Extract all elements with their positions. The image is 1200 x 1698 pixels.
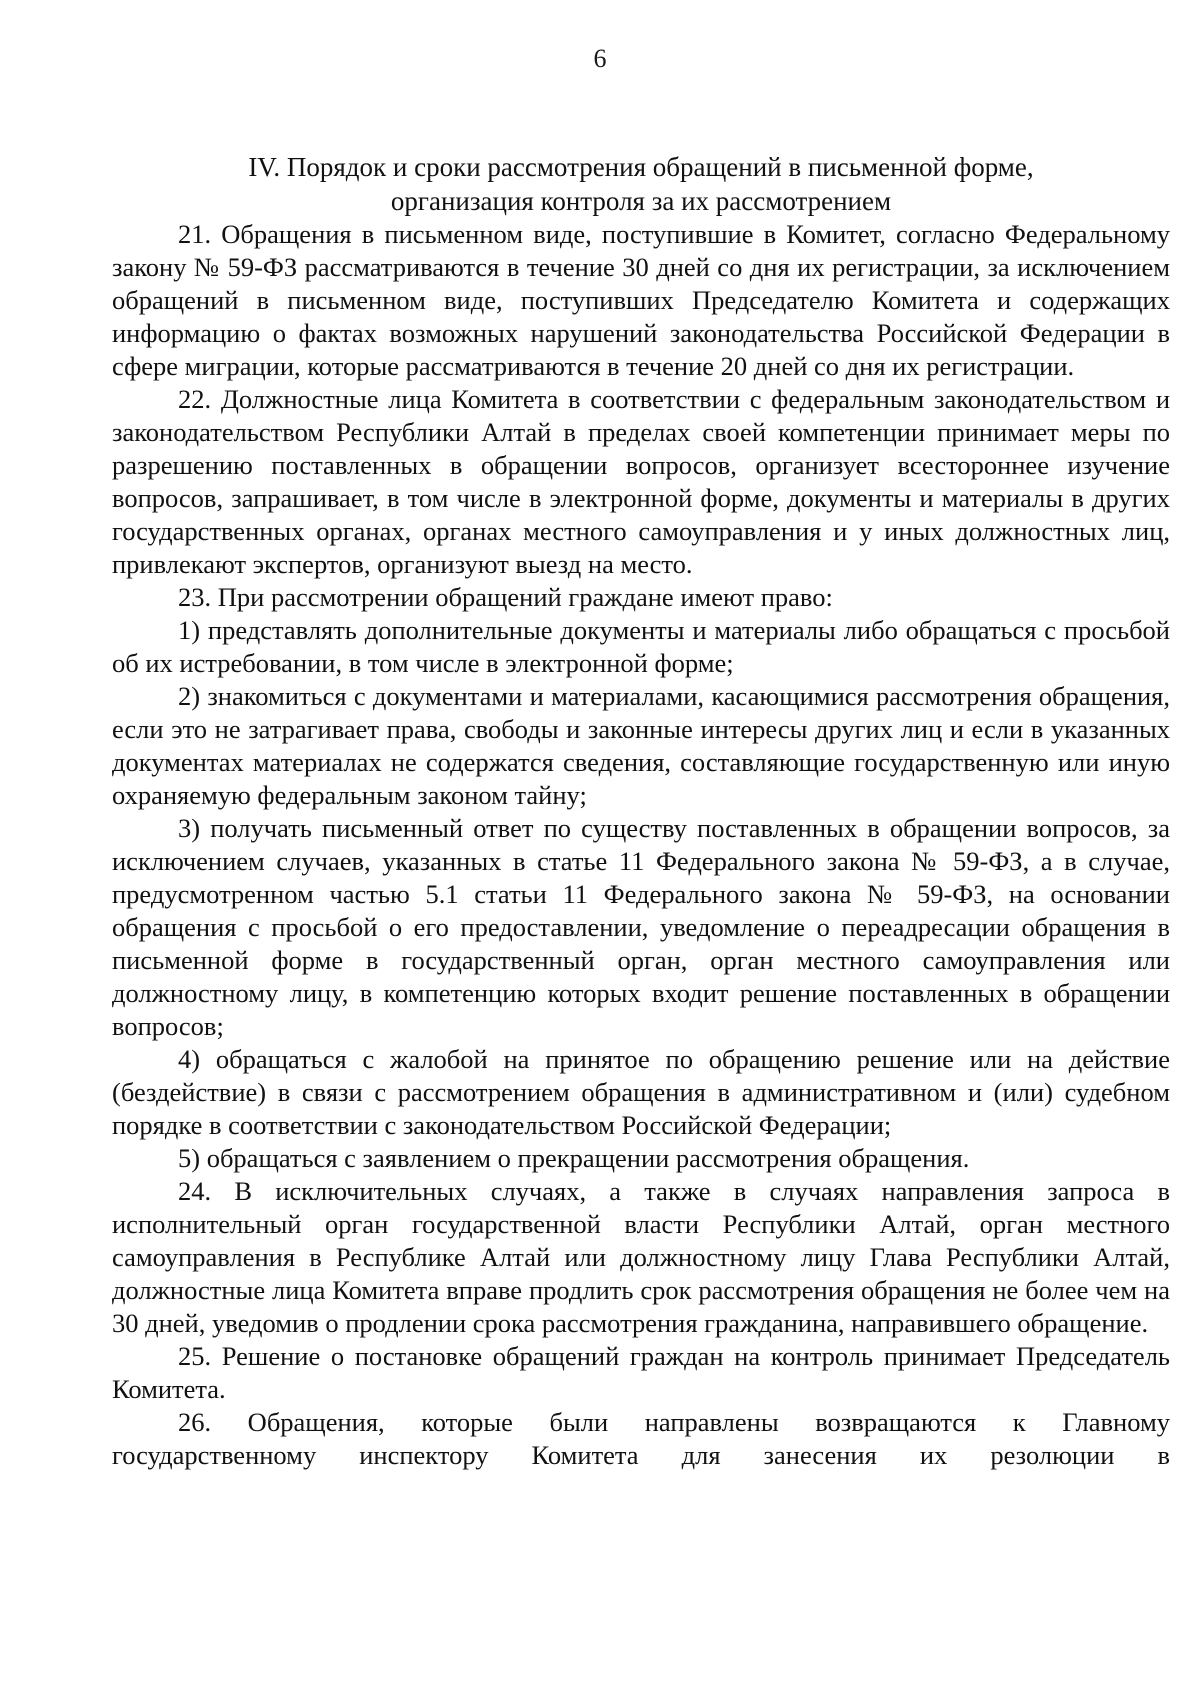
paragraph-23: 23. При рассмотрении обращений граждане имеют право: <box>178 582 833 612</box>
document-body <box>112 218 1170 1472</box>
paragraph-25: 25. Решение о постановке обращений граждан на контроль принимает Председатель Комитета. <box>112 1341 1170 1404</box>
page-number: 6 <box>593 44 607 73</box>
section-heading-line-1: IV. Порядок и сроки рассмотрения обращений в письменной форме, <box>248 152 1034 182</box>
paragraph-24: 24. В исключительных случаях, а также в случаях направления запроса в исполнительный орган государственной власти Республики Алтай, орган местного самоуправления в Республике Алтай или должностному лицу Глава Республики Алтай, должностные лица Комитета вправе продлить срок рассмотрения обращения не более чем на 30 дней, уведомив о продлении срока рассмотрения гражданина, направившего обращение. <box>112 1176 1170 1338</box>
paragraph-26: 26. Обращения, которые были направлены возвращаются к Главному государственному инспектору Комитета для занесения их резолюции в <box>112 1407 1170 1470</box>
list-item-3: 3) получать письменный ответ по существу поставленных в обращении вопросов, за исключением случаев, указанных в статье 11 Федерального закона № 59-ФЗ, а в случае, предусмотренном частью 5.1 статьи 11 Федерального закона № 59-ФЗ, на основании обращения с просьбой о его предоставлении, уведомление о переадресации обращения в письменной форме в государственный орган, орган местного самоуправления или должностному лицу, в компетенцию которых входит решение поставленных в обращении вопросов; <box>112 813 1170 1041</box>
section-heading-line-2: организация контроля за их рассмотрением <box>390 186 892 216</box>
list-item-1: 1) представлять дополнительные документы и материалы либо обращаться с просьбой об их истребовании, в том числе в электронной форме; <box>112 615 1170 678</box>
paragraph-22: 22. Должностные лица Комитета в соответствии с федеральным законодательством и законодательством Республики Алтай в пределах своей компетенции принимает меры по разрешению поставленных в обращении вопросов, организует всестороннее изучение вопросов, запрашивает, в том числе в электронной форме, документы и материалы в других государственных органах, органах местного самоуправления и у иных должностных лиц, привлекают экспертов, организуют выезд на место. <box>112 384 1170 579</box>
section-heading <box>108 150 1174 218</box>
list-item-5: 5) обращаться с заявлением о прекращении рассмотрения обращения. <box>178 1143 970 1173</box>
paragraph-21: 21. Обращения в письменном виде, поступившие в Комитет, согласно Федеральному закону № 59-ФЗ рассматриваются в течение 30 дней со дня их регистрации, за исключением обращений в письменном виде, поступивших Председателю Комитета и содержащих информацию о фактах возможных нарушений законодательства Российской Федерации в сфере миграции, которые рассматриваются в течение 20 дней со дня их регистрации. <box>112 219 1170 381</box>
list-item-2: 2) знакомиться с документами и материалами, касающимися рассмотрения обращения, если это не затрагивает права, свободы и законные интересы других лиц и если в указанных документах материалах не содержатся сведения, составляющие государственную или иную охраняемую федеральным законом тайну; <box>112 681 1170 810</box>
list-item-4: 4) обращаться с жалобой на принятое по обращению решение или на действие (бездействие) в связи с рассмотрением обращения в административном и (или) судебном порядке в соответствии с законодательством Российской Федерации; <box>112 1044 1170 1140</box>
